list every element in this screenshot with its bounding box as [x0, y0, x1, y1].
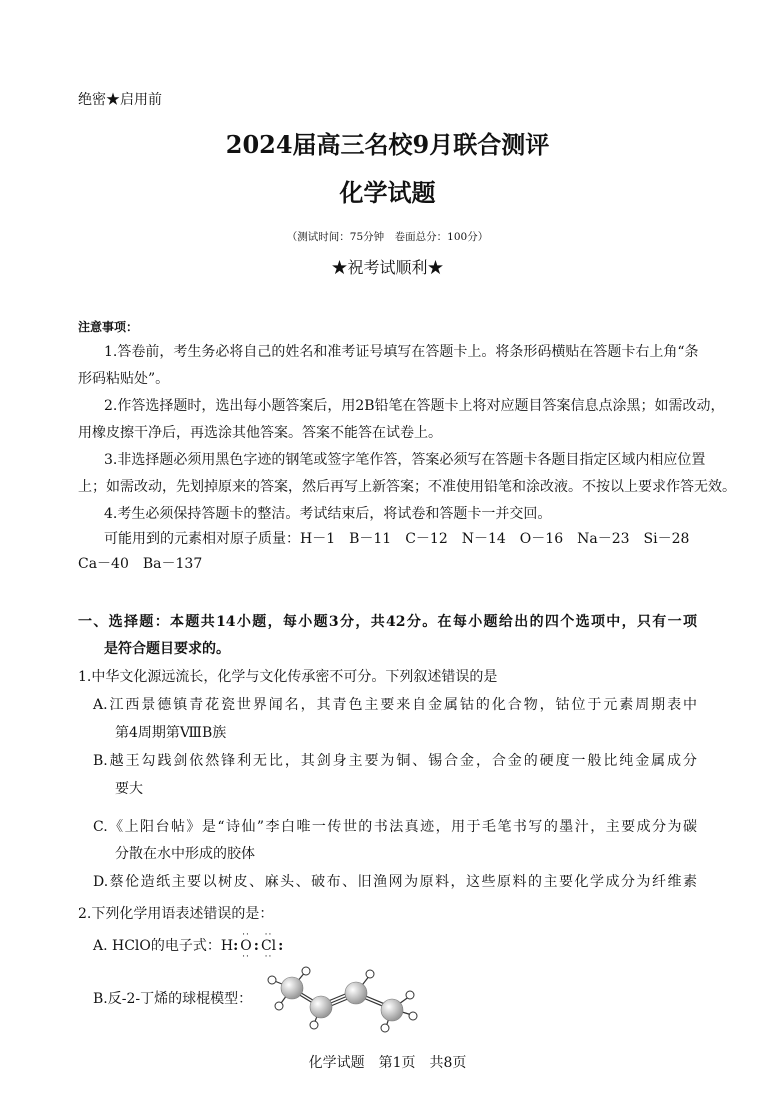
notice-line: 形码粘贴处”。 [78, 371, 170, 387]
question-1-stem: 1.中华文化源远流长，化学与文化传承密不可分。下列叙述错误的是 [78, 669, 498, 685]
notice-line: 1.答卷前，考生务必将自己的姓名和准考证号填写在答题卡上。将条形码横贴在答题卡右上角“条 [104, 344, 699, 360]
subject-title: 化学试题 [339, 178, 436, 207]
notice-line: 4.考生必须保持答题卡的整洁。考试结束后，将试卷和答题卡一并交回。 [104, 506, 552, 522]
confidential-label: 绝密★启用前 [78, 92, 162, 108]
notice-line: 上；如需改动，先划掉原来的答案，然后再写上新答案；不准使用铅笔和涂改液。不按以上要求作答无效。 [78, 479, 736, 495]
q1-option-b-cont: 要大 [115, 781, 143, 797]
section-heading-cont: 是符合题目要求的。 [104, 641, 230, 657]
q1-option-d: D.蔡伦造纸主要以树皮、麻头、破布、旧渔网为原料，这些原料的主要化学成分为纤维素 [93, 874, 697, 890]
exam-title: 2024届高三名校9月联合测评 [225, 130, 550, 159]
atom-h: H [220, 938, 234, 954]
atom-o: ·· O ·· [240, 930, 252, 962]
blessing: ★祝考试顺利★ [331, 258, 444, 277]
page-footer: 化学试题 第1页 共8页 [308, 1055, 467, 1071]
notice-line: 2.作答选择题时，选出每小题答案后，用2B铅笔在答题卡上将对应题目答案信息点涂黑；如需改动， [104, 398, 725, 414]
section-heading: 一、选择题：本题共14小题，每小题3分，共42分。在每小题给出的四个选项中，只有一项 [78, 614, 697, 630]
q1-option-a: A.江西景德镇青花瓷世界闻名，其青色主要来自金属钴的化合物，钴位于元素周期表中 [93, 697, 697, 713]
q2-option-a [93, 930, 284, 962]
notice-line: 3.非选择题必须用黑色字迹的钢笔或签字笔作答，答案必须写在答题卡各题目指定区域内相应位置 [104, 452, 706, 468]
q2-option-a-label: A. HClO的电子式： [93, 938, 221, 954]
q1-option-a-cont: 第4周期第ⅧB族 [115, 725, 227, 741]
atomic-masses-cont: Ca－40 Ba－137 [78, 556, 203, 572]
hclo-electron-formula: H: ·· O ·· : ·· Cl ·· : [220, 930, 284, 962]
q2-option-b-label: B.反-2-丁烯的球棍模型： [93, 991, 253, 1007]
notice-heading: 注意事项： [78, 320, 139, 334]
q1-option-b: B.越王勾践剑依然锋利无比，其剑身主要为铜、锡合金，合金的硬度一般比纯金属成分 [93, 753, 697, 769]
q1-option-c: C.《上阳台帖》是“诗仙”李白唯一传世的书法真迹，用于毛笔书写的墨汁，主要成分为碳 [93, 819, 697, 835]
notice-line: 用橡皮擦干净后，再选涂其他答案。答案不能答在试卷上。 [78, 425, 442, 441]
atom-cl: ·· Cl ·· [260, 930, 277, 962]
atomic-masses: 可能用到的元素相对原子质量：H－1 B－11 C－12 N－14 O－16 Na－23 Si－28 [104, 531, 690, 547]
exam-info: （测试时间：75分钟 卷面总分：100分） [286, 231, 489, 243]
question-2-stem: 2.下列化学用语表述错误的是： [78, 906, 274, 922]
ball-and-stick-model [262, 966, 422, 1034]
q1-option-c-cont: 分散在水中形成的胶体 [115, 846, 255, 862]
